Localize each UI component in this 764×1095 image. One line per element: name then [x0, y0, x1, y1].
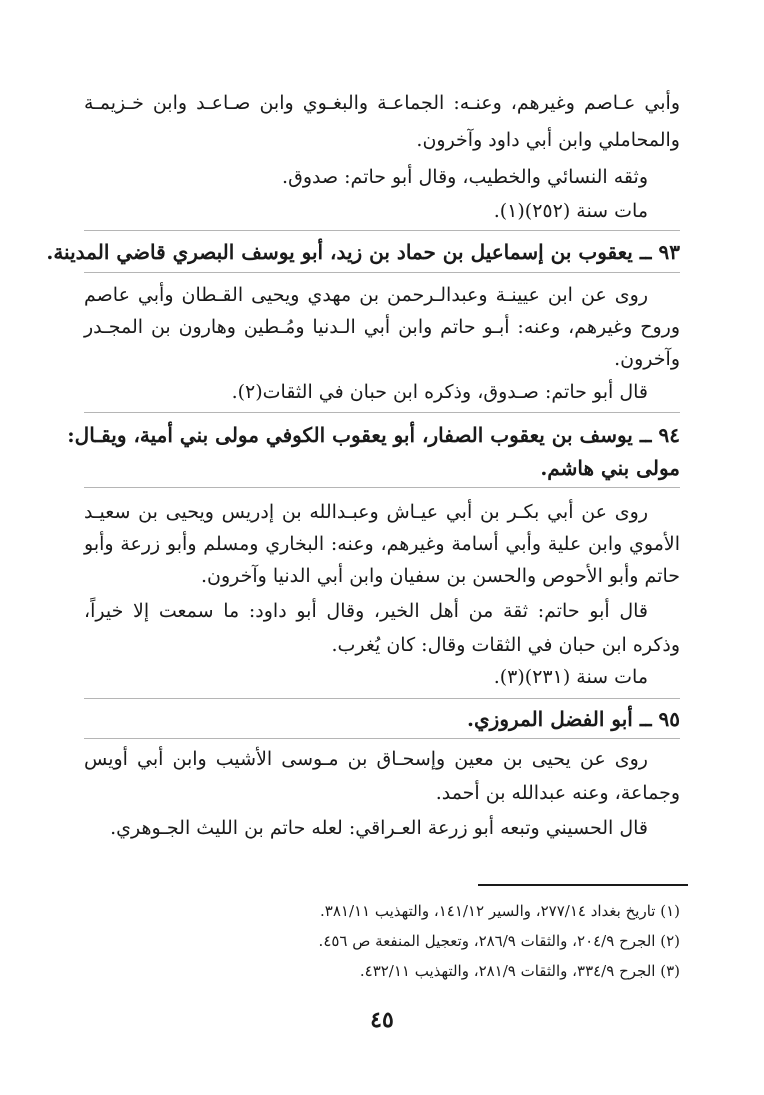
footnote-1: (١) تاريخ بغداد ٢٧٧/١٤، والسير ١٤١/١٢، والتهذيب ٣٨١/١١. — [320, 902, 680, 920]
text-line: والمحاملي وابن أبي داود وآخرون. — [416, 129, 680, 151]
footnote-2: (٢) الجرح ٢٠٤/٩، والثقات ٢٨٦/٩، وتعجيل المنفعة ص ٤٥٦. — [318, 932, 680, 950]
entry-94-heading: ٩٤ ــ يوسف بن يعقوب الصفار، أبو يعقوب الكوفي مولى بني أمية، ويقـال: — [67, 423, 680, 447]
text-line: وذكره ابن حبان في الثقات وقال: كان يُغرب. — [331, 634, 680, 656]
text-line: قال أبو حاتم: صـدوق، وذكره ابن حبان في الثقات(٢). — [231, 381, 648, 403]
text-line: روى عن أبي بكـر بن أبي عيـاش وعبـدالله بن إدريس ويحيى بن سعيـد — [84, 501, 648, 523]
entry-divider — [84, 272, 680, 273]
text-line: الأموي وابن علية وأبي أسامة وغيرهم، وعنه: البخاري ومسلم وأبو زرعة وأبو — [84, 533, 680, 555]
text-line: حاتم وأبو الأحوص والحسن بن سفيان وابن أبي الدنيا وآخرون. — [200, 565, 680, 587]
text-line: وأبي عـاصم وغيرهم، وعنـه: الجماعـة والبغـوي وابن صـاعـد وابن خـزيمـة — [84, 92, 680, 114]
text-line: مات سنة (٢٣١)(٣). — [493, 666, 648, 688]
text-line: وجماعة، وعنه عبدالله بن أحمد. — [435, 782, 680, 804]
entry-divider — [84, 230, 680, 231]
text-line: وثقه النسائي والخطيب، وقال أبو حاتم: صدوق. — [282, 166, 648, 188]
entry-divider — [84, 738, 680, 739]
entry-divider — [84, 487, 680, 488]
entry-divider — [84, 698, 680, 699]
entry-95-heading: ٩٥ ــ أبو الفضل المروزي. — [467, 707, 680, 731]
text-line: وآخرون. — [614, 348, 680, 370]
text-line: روى عن يحيى بن معين وإسحـاق بن مـوسى الأشيب وابن أبي أويس — [84, 748, 648, 770]
entry-93-heading: ٩٣ ــ يعقوب بن إسماعيل بن حماد بن زيد، أبو يوسف البصري قاضي المدينة. — [46, 240, 680, 264]
footnote-separator — [478, 884, 688, 886]
text-line: روى عن ابن عيينـة وعبدالـرحمن بن مهدي ويحيى القـطان وأبي عاصم — [84, 284, 648, 306]
entry-94-heading-cont: مولى بني هاشم. — [540, 456, 680, 480]
text-line: مات سنة (٢٥٢)(١). — [493, 200, 648, 222]
text-line: قال أبو حاتم: ثقة من أهل الخير، وقال أبو داود: ما سمعت إلا خيراً، — [84, 600, 648, 622]
text-line: وروح وغيرهم، وعنه: أبـو حاتم وابن أبي الـدنيا ومُـطين وهارون بن المجـدر — [84, 316, 680, 338]
footnote-3: (٣) الجرح ٣٣٤/٩، والثقات ٢٨١/٩، والتهذيب ٤٣٢/١١. — [359, 962, 680, 980]
entry-divider — [84, 412, 680, 413]
page-number: ٤٥ — [370, 1007, 394, 1033]
text-line: قال الحسيني وتبعه أبو زرعة العـراقي: لعله حاتم بن الليث الجـوهري. — [110, 817, 648, 839]
